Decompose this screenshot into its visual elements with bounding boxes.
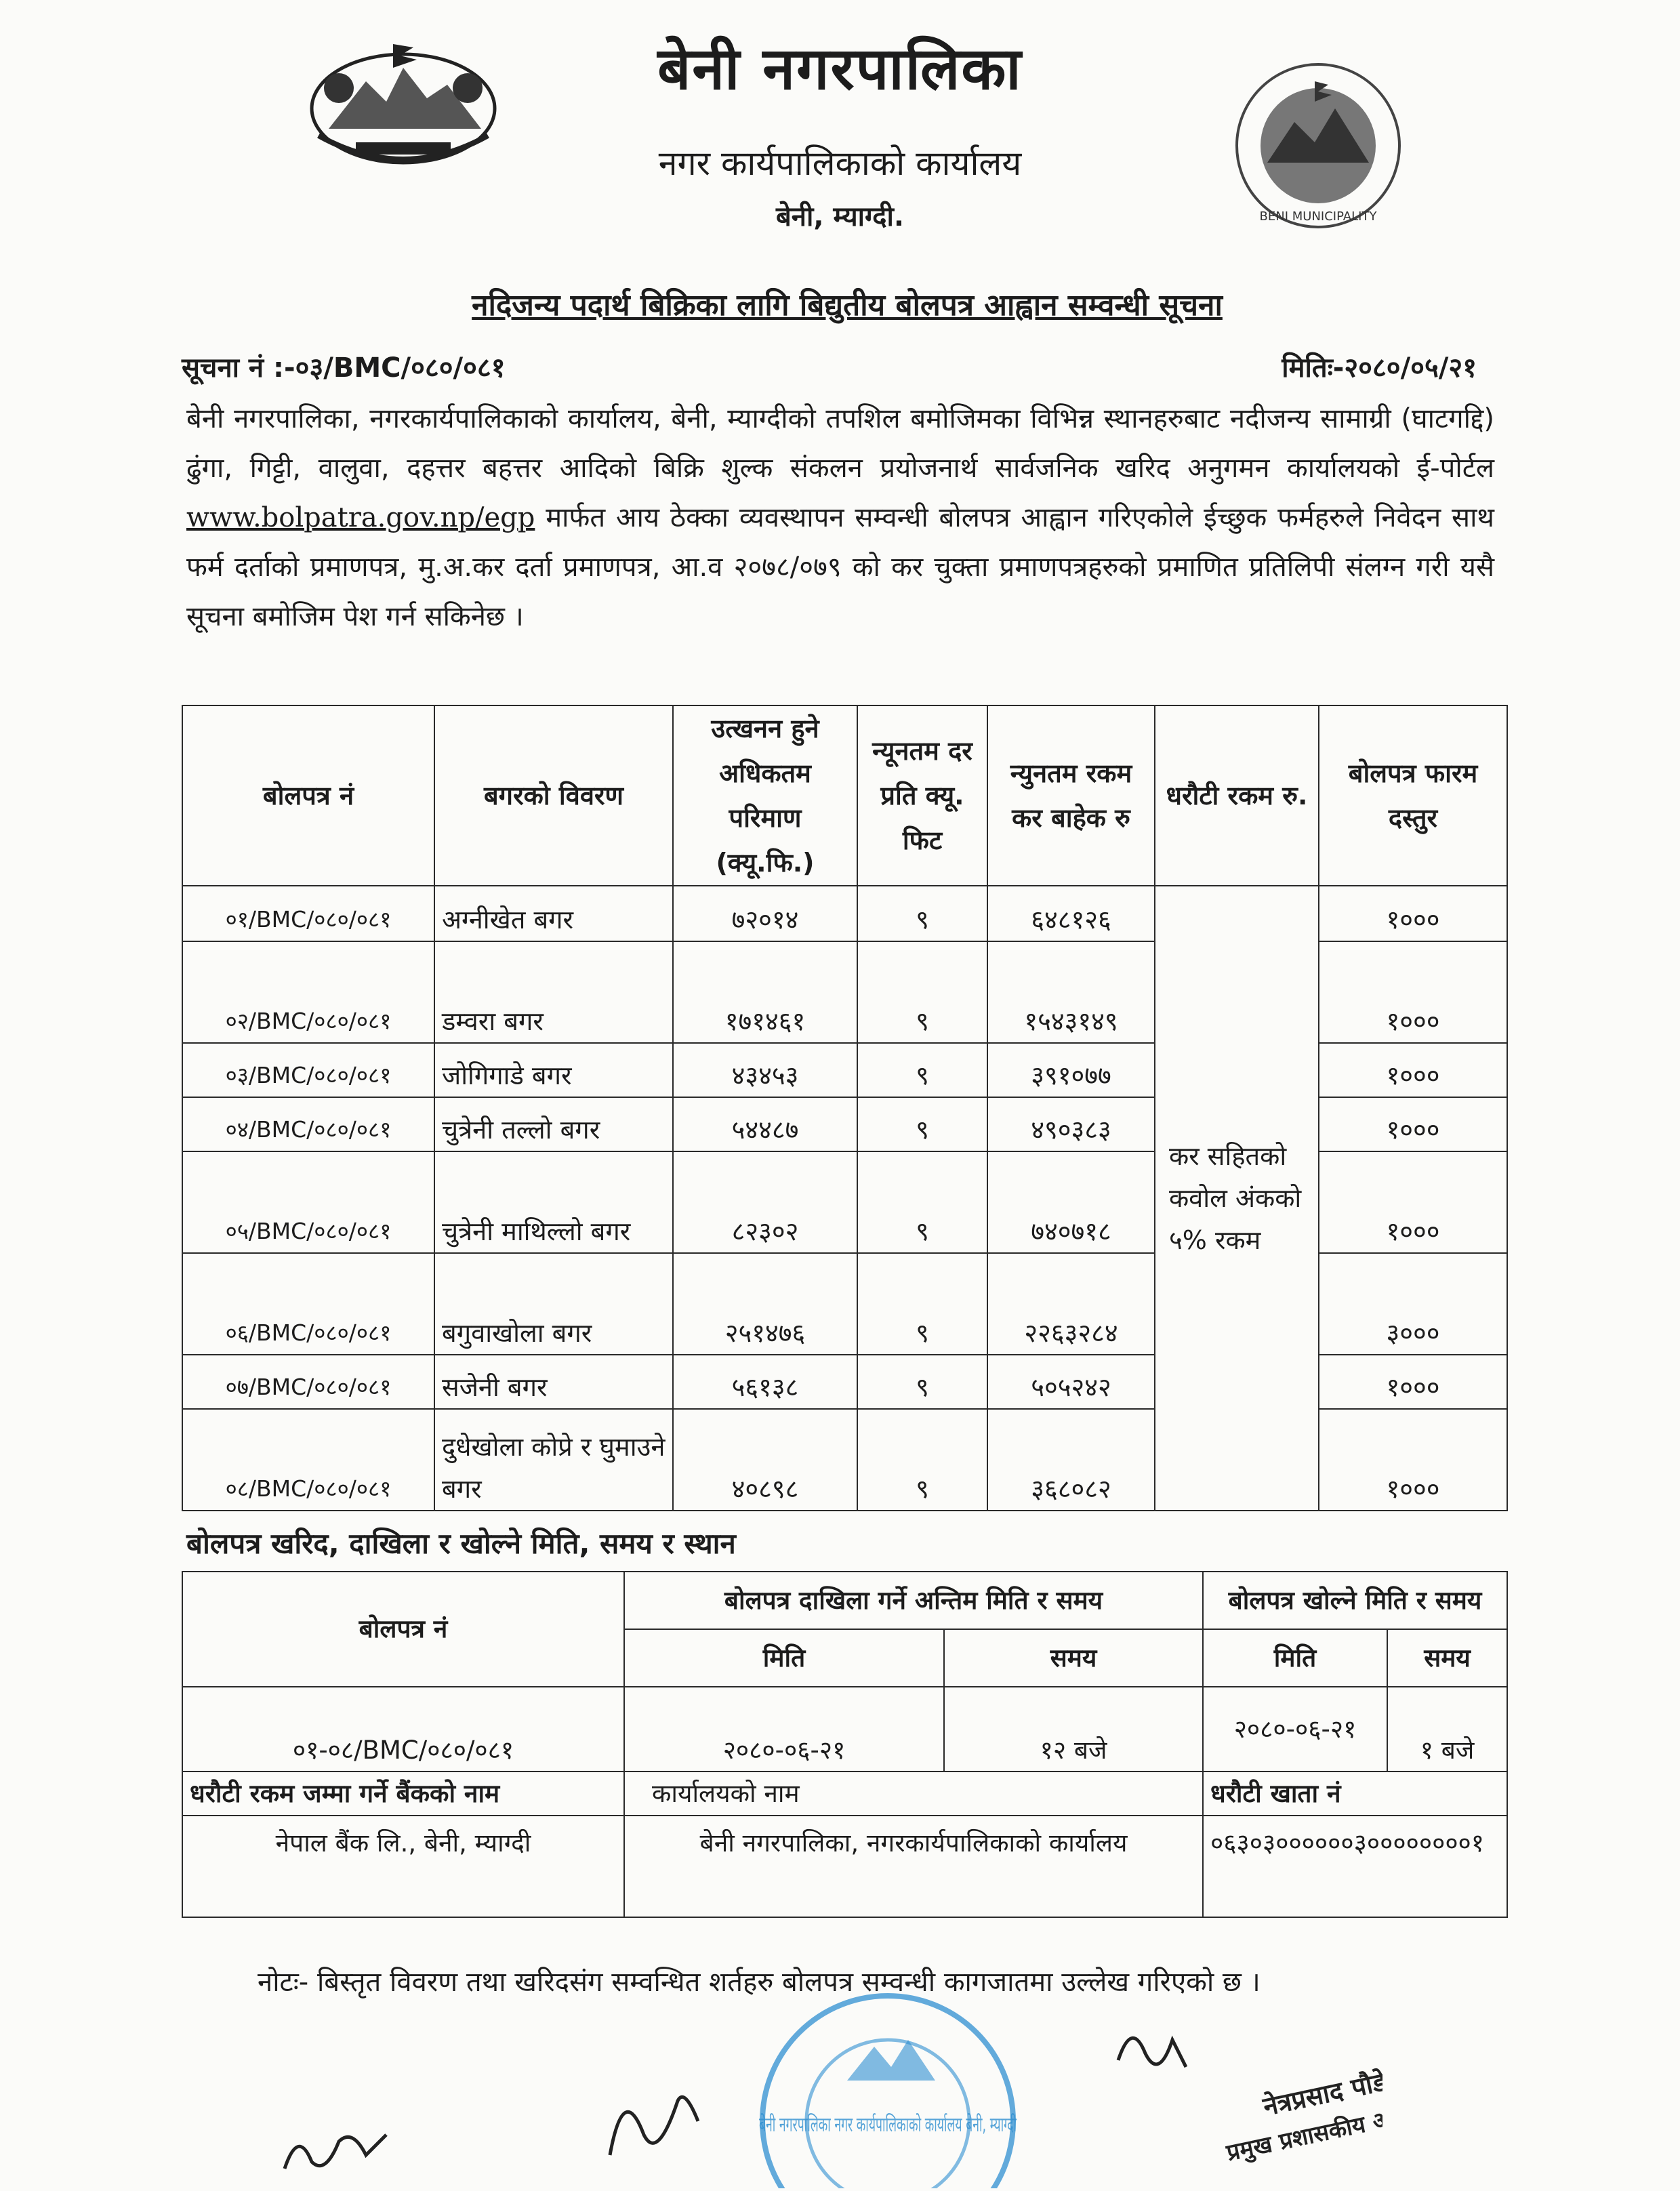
form-fee: १०००	[1319, 941, 1507, 1043]
site-name: अग्नीखेत बगर	[434, 886, 673, 941]
org-name: बेनी नगरपालिका	[657, 35, 1023, 103]
bank-label: धरौटी रकम जम्मा गर्ने बैंकको नाम	[182, 1772, 624, 1816]
egp-link[interactable]: www.bolpatra.gov.np/egp	[186, 502, 535, 533]
table-row	[182, 1687, 1507, 1772]
notice-date: मितिः-२०८०/०५/२१	[1282, 352, 1477, 384]
col-header-open-time: समय	[1387, 1629, 1507, 1687]
site-name: बगुवाखोला बगर	[434, 1253, 673, 1355]
rate: ९	[857, 1409, 987, 1511]
col-header-quantity: उत्खनन हुने अधिकतम परिमाण (क्यू.फि.)	[673, 705, 857, 886]
site-name: दुधेखोला कोप्रे र घुमाउने बगर	[434, 1409, 673, 1511]
office-name-value: बेनी नगरपालिका, नगरकार्यपालिकाको कार्यालय	[624, 1816, 1203, 1917]
submit-time: १२ बजे	[944, 1687, 1203, 1772]
rate: ९	[857, 1097, 987, 1151]
bid-no: ०१/BMC/०८०/०८१	[182, 886, 434, 941]
bid-no: ०७/BMC/०८०/०८१	[182, 1355, 434, 1409]
bid-table	[182, 705, 1508, 1511]
body-text-1: बेनी नगरपालिका, नगरकार्यपालिकाको कार्यालय, बेनी, म्याग्दीको तपशिल बमोजिमका विभिन्न स्थानहरुबाट नदीजन्य सामाग्री (घाटगद्दि) ढुंगा, गिट्टी, वालुवा, दहत्तर बहत्तर आदिको बिक्रि शुल्क संकलन प्रयोजनार्थ सार्वजनिक खरिद अनुगमन कार्यालयको ई-पोर्टल	[186, 403, 1494, 484]
signature-icon	[596, 2074, 705, 2169]
deposit-note: कर सहितको कवोल अंकको ५% रकम	[1155, 886, 1319, 1511]
table-row	[182, 886, 1507, 941]
site-name: डम्वरा बगर	[434, 941, 673, 1043]
rate: ९	[857, 1355, 987, 1409]
min-amount: २२६३२८४	[987, 1253, 1155, 1355]
site-name: जोगिगाडे बगर	[434, 1043, 673, 1097]
form-fee: १०००	[1319, 1097, 1507, 1151]
open-time: १ बजे	[1387, 1687, 1507, 1772]
office-stamp-icon	[745, 1979, 1030, 2188]
col-header-open: बोलपत्र खोल्ने मिति र समय	[1203, 1572, 1507, 1629]
col-header-bid-no: बोलपत्र नं	[182, 705, 434, 886]
col-header-submit-date: मिति	[624, 1629, 944, 1687]
form-fee: १०००	[1319, 1409, 1507, 1511]
min-amount: ६४८१२६	[987, 886, 1155, 941]
bid-no: ०३/BMC/०८०/०८१	[182, 1043, 434, 1097]
body-text-2: मार्फत आय ठेक्का व्यवस्थापन सम्वन्धी बोलपत्र आह्वान गरिएकोले ईच्छुक फर्महरुले निवेदन साथ फर्म दर्ताको प्रमाणपत्र, मु.अ.कर दर्ता प्रमाणपत्र, आ.व २०७८/०७९ को कर चुक्ता प्रमाणपत्रहरुको प्रमाणित प्रतिलिपी संलग्न गरी यसै सूचना बमोजिम पेश गर्न सकिनेछ ।	[186, 502, 1494, 632]
rate: ९	[857, 1253, 987, 1355]
quantity: ८२३०२	[673, 1151, 857, 1253]
quantity: १७१४६१	[673, 941, 857, 1043]
col-header-submit: बोलपत्र दाखिला गर्ने अन्तिम मिति र समय	[624, 1572, 1203, 1629]
bid-no: ०६/BMC/०८०/०८१	[182, 1253, 434, 1355]
col-header-site: बगरको विवरण	[434, 705, 673, 886]
quantity: २५१४७६	[673, 1253, 857, 1355]
quantity: ४३४५३	[673, 1043, 857, 1097]
beni-municipality-seal-icon	[1227, 54, 1410, 237]
bid-no: ०४/BMC/०८०/०८१	[182, 1097, 434, 1151]
rate: ९	[857, 1043, 987, 1097]
office-name: नगर कार्यपालिकाको कार्यालय	[658, 144, 1022, 183]
account-number: ०६३०३००००००३००००००००१	[1203, 1816, 1507, 1917]
schedule-table	[182, 1571, 1508, 1918]
office-label: कार्यालयको नाम	[624, 1772, 1203, 1816]
signature-icon	[278, 2114, 393, 2182]
min-amount: ७४०७१८	[987, 1151, 1155, 1253]
col-header-open-date: मिति	[1203, 1629, 1387, 1687]
quantity: ५६१३८	[673, 1355, 857, 1409]
form-fee: १०००	[1319, 1355, 1507, 1409]
bid-no: ०५/BMC/०८०/०८१	[182, 1151, 434, 1253]
min-amount: ३६८०८२	[987, 1409, 1155, 1511]
col-header-submit-time: समय	[944, 1629, 1203, 1687]
col-header-rate: न्यूनतम दर प्रति क्यू. फिट	[857, 705, 987, 886]
rate: ९	[857, 886, 987, 941]
col-header-bid-no: बोलपत्र नं	[182, 1572, 624, 1687]
office-place: बेनी, म्याग्दी.	[775, 201, 905, 232]
notice-ref-no: सूचना नं :-०३/BMC/०८०/०८१	[182, 352, 506, 384]
min-amount: ३९१०७७	[987, 1043, 1155, 1097]
col-header-form-fee: बोलपत्र फारम दस्तुर	[1319, 705, 1507, 886]
form-fee: १०००	[1319, 886, 1507, 941]
bid-no: ०२/BMC/०८०/०८१	[182, 941, 434, 1043]
open-date: २०८०-०६-२१	[1203, 1687, 1387, 1772]
bid-no: ०८/BMC/०८०/०८१	[182, 1409, 434, 1511]
form-fee: ३०००	[1319, 1253, 1507, 1355]
form-fee: १०००	[1319, 1151, 1507, 1253]
section2-heading: बोलपत्र खरिद, दाखिला र खोल्ने मिति, समय र स्थान	[186, 1527, 736, 1560]
min-amount: ४९०३८३	[987, 1097, 1155, 1151]
account-label: धरौटी खाता नं	[1203, 1772, 1507, 1816]
svg-text:BENI MUNICIPALITY: BENI MUNICIPALITY	[1259, 209, 1377, 224]
bid-range: ०१-०८/BMC/०८०/०८१	[182, 1687, 624, 1772]
svg-text:नेत्रप्रसाद पौडेल: नेत्रप्रसाद पौडेल	[1260, 2062, 1382, 2122]
quantity: ७२०१४	[673, 886, 857, 941]
signatory-signature-icon	[1111, 2020, 1382, 2188]
rate: ९	[857, 1151, 987, 1253]
site-name: चुत्रेनी माथिल्लो बगर	[434, 1151, 673, 1253]
notice-heading: नदिजन्य पदार्थ बिक्रिका लागि बिद्युतीय बोलपत्र आह्वान सम्वन्धी सूचना	[472, 288, 1223, 323]
svg-text:प्रमुख प्रशासकीय अधिकृत: प्रमुख प्रशासकीय अधिकृत	[1224, 2095, 1382, 2167]
site-name: सजेनी बगर	[434, 1355, 673, 1409]
site-name: चुत्रेनी तल्लो बगर	[434, 1097, 673, 1151]
min-amount: १५४३१४९	[987, 941, 1155, 1043]
col-header-min-amount: न्युनतम रकम कर बाहेक रु	[987, 705, 1155, 886]
quantity: ४०८९८	[673, 1409, 857, 1511]
quantity: ५४४८७	[673, 1097, 857, 1151]
rate: ९	[857, 941, 987, 1043]
footnote: नोटः- बिस्तृत विवरण तथा खरिदसंग सम्वन्धित शर्तहरु बोलपत्र सम्वन्धी कागजातमा उल्लेख गरिएको छ ।	[258, 1967, 1261, 1998]
col-header-deposit: धरौटी रकम रु.	[1155, 705, 1319, 886]
submit-date: २०८०-०६-२१	[624, 1687, 944, 1772]
notice-body	[186, 394, 1494, 642]
min-amount: ५०५२४२	[987, 1355, 1155, 1409]
form-fee: १०००	[1319, 1043, 1507, 1097]
bank-name: नेपाल बैंक लि., बेनी, म्याग्दी	[182, 1816, 624, 1917]
svg-text:बेनी नगरपालिका नगर कार्यपालिका: बेनी नगरपालिका नगर कार्यपालिकाको कार्यालय बेनी, म्याग्दी	[759, 2113, 1017, 2137]
